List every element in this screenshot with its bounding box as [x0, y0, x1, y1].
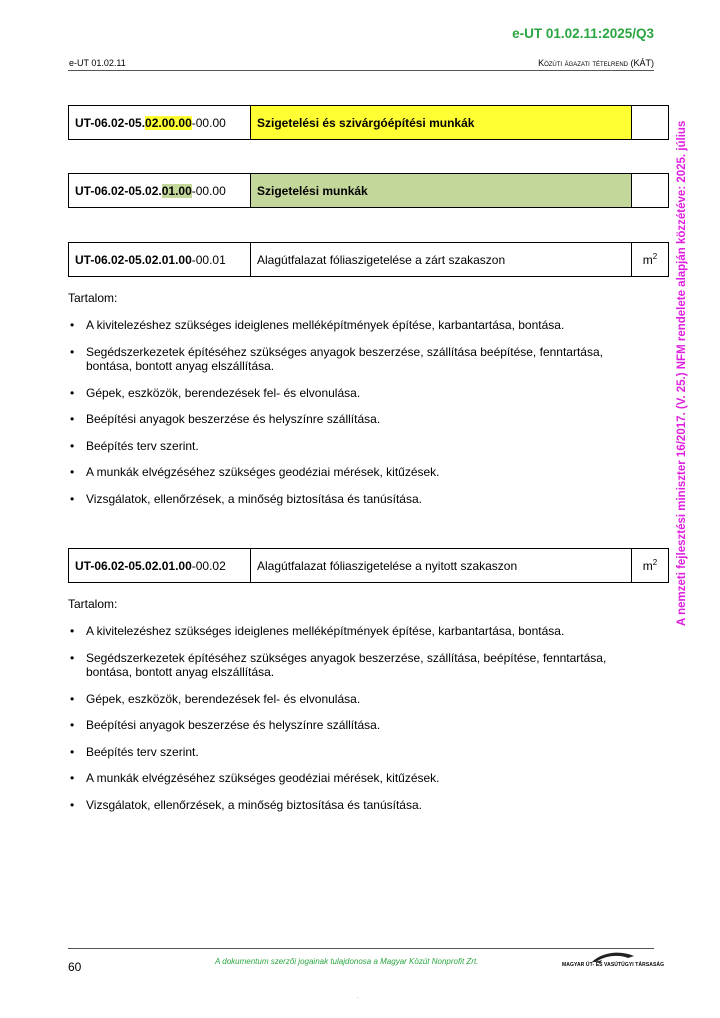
list-item: • Gépek, eszközök, berendezések fel- és elvonulása. [68, 386, 638, 401]
group-code: UT-06.02-05.02.01.00-00.00 [69, 174, 251, 208]
group-row-2 [68, 173, 669, 208]
header-divider [68, 70, 654, 71]
organization-logo-icon [562, 950, 654, 972]
list-item: • Vizsgálatok, ellenőrzések, a minőség biztosítása és tanúsítása. [68, 798, 638, 813]
content-list [68, 318, 638, 506]
item-row-1 [68, 242, 669, 277]
list-item: • A munkák elvégzéséhez szükséges geodéziai mérések, kitűzések. [68, 771, 638, 786]
header-left: e-UT 01.02.11 [69, 58, 126, 68]
document-code: e-UT 01.02.11:2025/Q3 [512, 26, 654, 41]
item-row-2 [68, 548, 669, 583]
side-publication-note: A nemzeti fejlesztési miniszter 16/2017. (V. 25.) NFM rendelete alapján közzétéve: 2025. július [676, 120, 688, 626]
list-item: • Segédszerkezetek építéséhez szükséges anyagok beszerzése, szállítása, beépítése, fenntartása, bontása, bontott anyag elszállítása. [68, 651, 638, 680]
list-item: • A kivitelezéshez szükséges ideiglenes melléképítmények építése, karbantartása, bontása. [68, 318, 638, 333]
list-item: • A munkák elvégzéséhez szükséges geodéziai mérések, kitűzések. [68, 465, 638, 480]
group-unit [632, 106, 669, 140]
list-item: • Beépítési anyagok beszerzése és helyszínre szállítása. [68, 412, 638, 427]
item-code: UT-06.02-05.02.01.00-00.02 [69, 549, 251, 583]
footer-divider [68, 948, 654, 949]
content-label: Tartalom: [68, 597, 118, 611]
list-item: • Vizsgálatok, ellenőrzések, a minőség biztosítása és tanúsítása. [68, 492, 638, 507]
item-code: UT-06.02-05.02.01.00-00.01 [69, 243, 251, 277]
page-number: 60 [68, 960, 82, 974]
item-unit: $m^2$ [632, 549, 669, 583]
list-item: • Beépítés terv szerint. [68, 439, 638, 454]
item-title: Alagútfalazat fóliaszigetelése a nyitott szakaszon [251, 549, 632, 583]
list-item: • Gépek, eszközök, berendezések fel- és elvonulása. [68, 692, 638, 707]
list-item: • Beépítési anyagok beszerzése és helyszínre szállítása. [68, 718, 638, 733]
group-code: UT-06.02-05.02.00.00-00.00 [69, 106, 251, 140]
list-item: • Segédszerkezetek építéséhez szükséges anyagok beszerzése, szállítása beépítése, fenntartása, bontása, bontott anyag elszállítása. [68, 345, 638, 374]
content-label: Tartalom: [68, 291, 118, 305]
group-title: Szigetelési és szivárgóépítési munkák [251, 106, 632, 140]
item-unit: $m^2$ [632, 243, 669, 277]
copyright-notice: A dokumentum szerzői jogainak tulajdonosa a Magyar Közút Nonprofit Zrt. [215, 957, 479, 966]
content-list [68, 624, 638, 812]
group-row-1 [68, 105, 669, 140]
footer-dot: . [357, 994, 359, 1000]
item-title: Alagútfalazat fóliaszigetelése a zárt szakaszon [251, 243, 632, 277]
group-title: Szigetelési munkák [251, 174, 632, 208]
list-item: • Beépítés terv szerint. [68, 745, 638, 760]
header-right: Közúti ágazati tételrend (KÁT) [538, 58, 654, 68]
group-unit [632, 174, 669, 208]
list-item: • A kivitelezéshez szükséges ideiglenes melléképítmények építése, karbantartása, bontása. [68, 624, 638, 639]
organization-logo-text: MAGYAR ÚT- ÉS VASÚTÜGYI TÁRSASÁG [562, 962, 665, 968]
